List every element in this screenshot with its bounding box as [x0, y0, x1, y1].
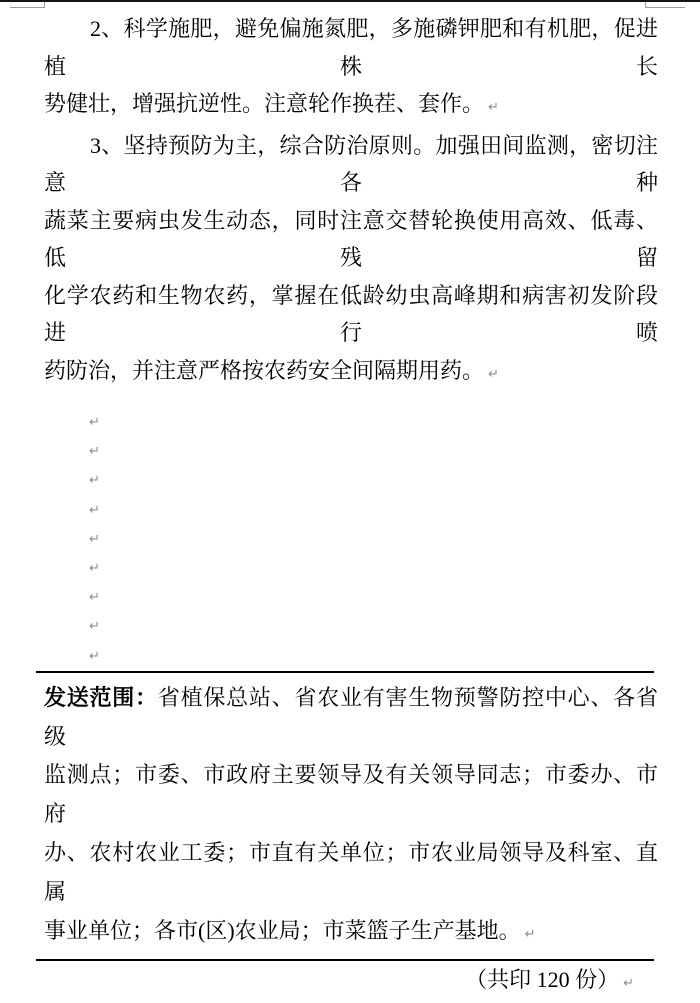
print-count: （共印 120 份）: [465, 967, 620, 993]
paragraph-line: 势健壮，增强抗逆性。注意轮作换茬、套作。 ↵: [44, 91, 499, 116]
distribution-label: 发送范围：: [44, 684, 158, 710]
empty-paragraph: [44, 583, 658, 612]
pilcrow-mark-icon: ↵: [89, 473, 100, 489]
document-body[interactable]: [44, 10, 658, 1003]
distribution-line: 事业单位；各市(区)农业局；市菜篮子生产基地。 ↵: [44, 917, 536, 943]
paragraph-line: 蔬菜主要病虫发生动态，同时注意交替轮换使用高效、低毒、低残留: [44, 207, 658, 270]
distribution-line: 发送范围：省植保总站、省农业有害生物预警防控中心、各省级: [44, 684, 658, 749]
window-edge-bar: [0, 0, 700, 2]
divider-line-top: [36, 671, 654, 673]
empty-paragraph: [44, 466, 658, 495]
empty-paragraphs: [44, 408, 658, 671]
empty-paragraph: [44, 437, 658, 466]
distribution-line: 监测点；市委、市政府主要领导及有关领导同志；市委办、市府: [44, 762, 658, 827]
pilcrow-mark-icon: ↵: [524, 926, 536, 942]
empty-paragraph: [44, 612, 658, 641]
empty-paragraph: [44, 525, 658, 554]
pilcrow-mark-icon: ↵: [89, 648, 100, 664]
paragraph-line: 2、科学施肥，避免偏施氮肥，多施磷钾肥和有机肥，促进植株长: [44, 16, 658, 79]
empty-paragraph: [44, 496, 658, 525]
text-boundary-corner-left: [10, 2, 45, 8]
pilcrow-mark-icon: ↵: [89, 502, 100, 518]
paragraph-prevention: [44, 127, 658, 394]
pilcrow-mark-icon: ↵: [89, 590, 100, 606]
text-boundary-corner-right: [645, 2, 685, 8]
empty-paragraph: [44, 554, 658, 583]
pilcrow-mark-icon: ↵: [488, 366, 499, 382]
pilcrow-mark-icon: ↵: [623, 976, 634, 992]
paragraph-line: 3、坚持预防为主，综合防治原则。加强田间监测，密切注意各种: [44, 132, 658, 195]
paragraph-line: 化学农药和生物农药，掌握在低龄幼虫高峰期和病害初发阶段进行喷: [44, 282, 658, 345]
pilcrow-mark-icon: ↵: [89, 531, 100, 547]
distribution-section: [44, 679, 658, 955]
paragraph-fertilization: [44, 10, 658, 127]
paragraph-line: 药防治，并注意严格按农药安全间隔期用药。 ↵: [44, 357, 499, 383]
distribution-line: 办、农村农业工委；市直有关单位；市农业局领导及科室、直属: [44, 840, 658, 904]
print-count-line: [44, 961, 658, 1003]
pilcrow-mark-icon: ↵: [89, 619, 100, 635]
pilcrow-mark-icon: ↵: [89, 561, 100, 577]
pilcrow-mark-icon: ↵: [89, 415, 100, 430]
pilcrow-mark-icon: ↵: [488, 100, 499, 115]
pilcrow-mark-icon: ↵: [89, 444, 100, 460]
empty-paragraph: [44, 642, 658, 671]
empty-paragraph: [44, 408, 658, 437]
